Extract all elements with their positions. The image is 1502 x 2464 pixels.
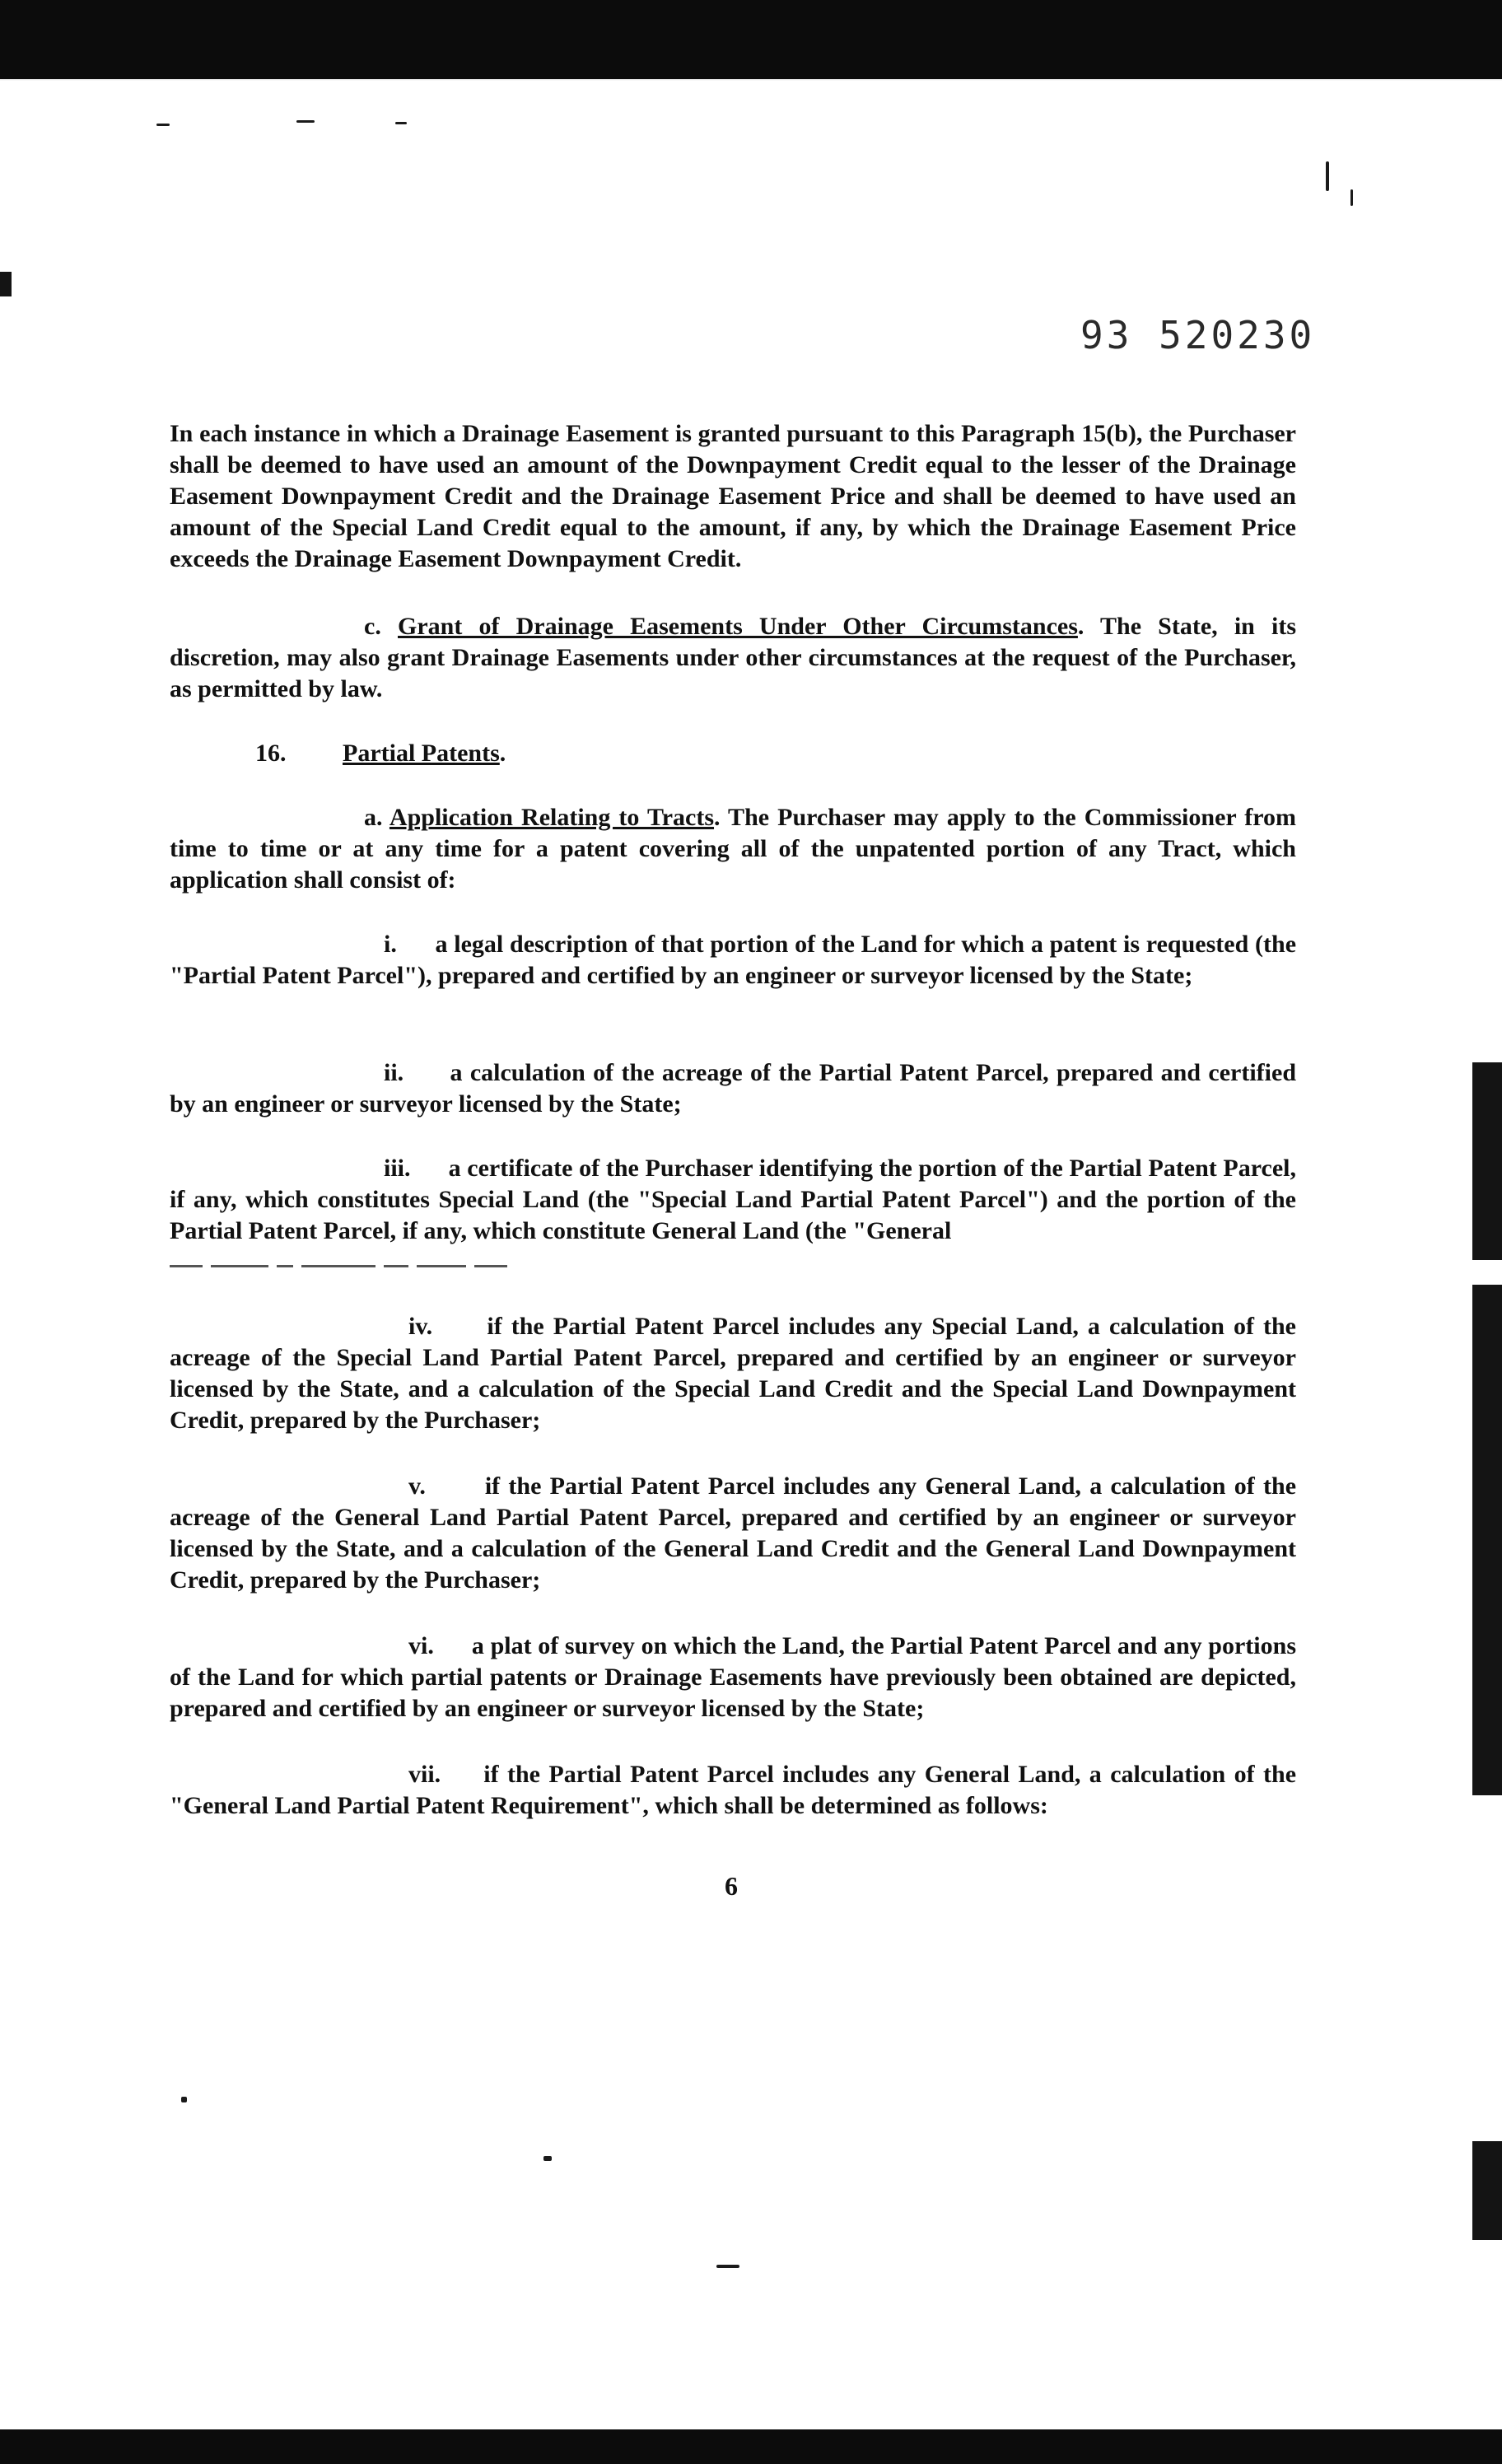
item-vii xyxy=(170,1759,1296,1822)
item-vi-label: vi. xyxy=(408,1632,434,1659)
item-vi-text: a plat of survey on which the Land, the Partial Patent Parcel and any portions of the Land for which partial patents or Drainage Easements have previously been obtained are depicted, prepared and certified by an engineer or surveyor licensed by the State; xyxy=(170,1632,1296,1722)
scan-speck xyxy=(716,2265,739,2268)
item-v-label: v. xyxy=(408,1472,426,1500)
paragraph-c-label: c. xyxy=(364,613,381,640)
section-16-period: . xyxy=(499,740,506,767)
partially-legible-line xyxy=(170,1258,548,1270)
scan-edge-left xyxy=(0,272,12,296)
item-ii-text: a calculation of the acreage of the Partial Patent Parcel, prepared and certified by an engineer or surveyor licensed by the State; xyxy=(170,1059,1297,1118)
item-iv-text: if the Partial Patent Parcel includes any Special Land, a calculation of the acreage of the Special Land Partial Patent Parcel, prepared and certified by an engineer or surveyor licensed by the State, and a calculation of the Special Land Credit and the Special Land Downpayment Credit, prepared by the Purchaser; xyxy=(170,1313,1297,1434)
scan-speck xyxy=(181,2097,187,2102)
page-number: 6 xyxy=(725,1871,738,1901)
item-iii xyxy=(170,1153,1296,1247)
item-iii-text: a certificate of the Purchaser identifying the portion of the Partial Patent Parcel, if any, which constitutes Special Land (the "Special Land Partial Patent Parcel") and the portion of the Partial Patent Parcel, if any, which constitute General Land (the "General xyxy=(170,1155,1296,1244)
item-v xyxy=(170,1471,1296,1596)
paragraph-a-label: a. xyxy=(364,804,383,831)
document-stamp-number: 93 520230 xyxy=(1080,313,1316,357)
scan-edge-right-1 xyxy=(1472,1062,1502,1260)
scan-edge-right-3 xyxy=(1472,2141,1502,2240)
item-v-text: if the Partial Patent Parcel includes any General Land, a calculation of the acreage of the General Land Partial Patent Parcel, prepared and certified by an engineer or surveyor licensed by the State, and a calculation of the General Land Credit and the General Land Downpayment Credit, prepared by the Purchaser; xyxy=(170,1472,1297,1594)
scan-border-top-fade xyxy=(0,69,1502,81)
scan-speck xyxy=(395,122,407,124)
item-iv-label: iv. xyxy=(408,1313,433,1340)
scan-speck xyxy=(156,124,170,126)
paragraph-a-text: . The Purchaser may apply to the Commissioner from time to time or at any time for a patent covering all of the unpatented portion of any Tract, which application shall consist of: xyxy=(170,804,1296,894)
scan-speck xyxy=(1326,161,1329,191)
paragraph-c-title: Grant of Drainage Easements Under Other Circumstances xyxy=(398,613,1078,640)
item-ii xyxy=(170,1057,1296,1120)
scan-speck xyxy=(1350,189,1353,206)
paragraph-intro: In each instance in which a Drainage Easement is granted pursuant to this Paragraph 15(b), the Purchaser shall be deemed to have used an amount of the Downpayment Credit equal to the lesser of the Drainage Easement Downpayment Credit and the Drainage Easement Price and shall be deemed to have used an amount of the Special Land Credit equal to the amount, if any, by which the Drainage Easement Price exceeds the Drainage Easement Downpayment Credit. xyxy=(170,420,1296,572)
scan-edge-right-2 xyxy=(1472,1285,1502,1795)
paragraph-a-title: Application Relating to Tracts xyxy=(389,804,715,831)
section-16-number: 16. xyxy=(255,740,287,767)
scan-border-bottom xyxy=(0,2429,1502,2464)
item-iii-label: iii. xyxy=(384,1155,411,1182)
item-ii-label: ii. xyxy=(384,1059,404,1086)
paragraph-c xyxy=(170,611,1296,705)
scan-speck xyxy=(296,120,315,123)
item-i-label: i. xyxy=(384,931,397,958)
paragraph-c-text: . The State, in its discretion, may also grant Drainage Easements under other circumstances at the request of the Purchaser, as permitted by law. xyxy=(170,613,1297,702)
item-i-text: a legal description of that portion of the Land for which a patent is requested (the "Partial Patent Parcel"), prepared and certified by an engineer or surveyor licensed by the State; xyxy=(170,931,1297,989)
scan-border-top xyxy=(0,0,1502,79)
paragraph-a xyxy=(170,802,1296,896)
item-vi xyxy=(170,1631,1296,1724)
item-vii-label: vii. xyxy=(408,1761,441,1788)
scan-speck xyxy=(543,2156,552,2161)
section-16-title: Partial Patents xyxy=(343,740,500,767)
section-16-heading xyxy=(343,738,506,769)
item-i xyxy=(170,929,1296,992)
item-vii-text: if the Partial Patent Parcel includes any General Land, a calculation of the "General Land Partial Patent Requirement", which shall be determined as follows: xyxy=(170,1761,1297,1819)
item-iv xyxy=(170,1311,1296,1436)
